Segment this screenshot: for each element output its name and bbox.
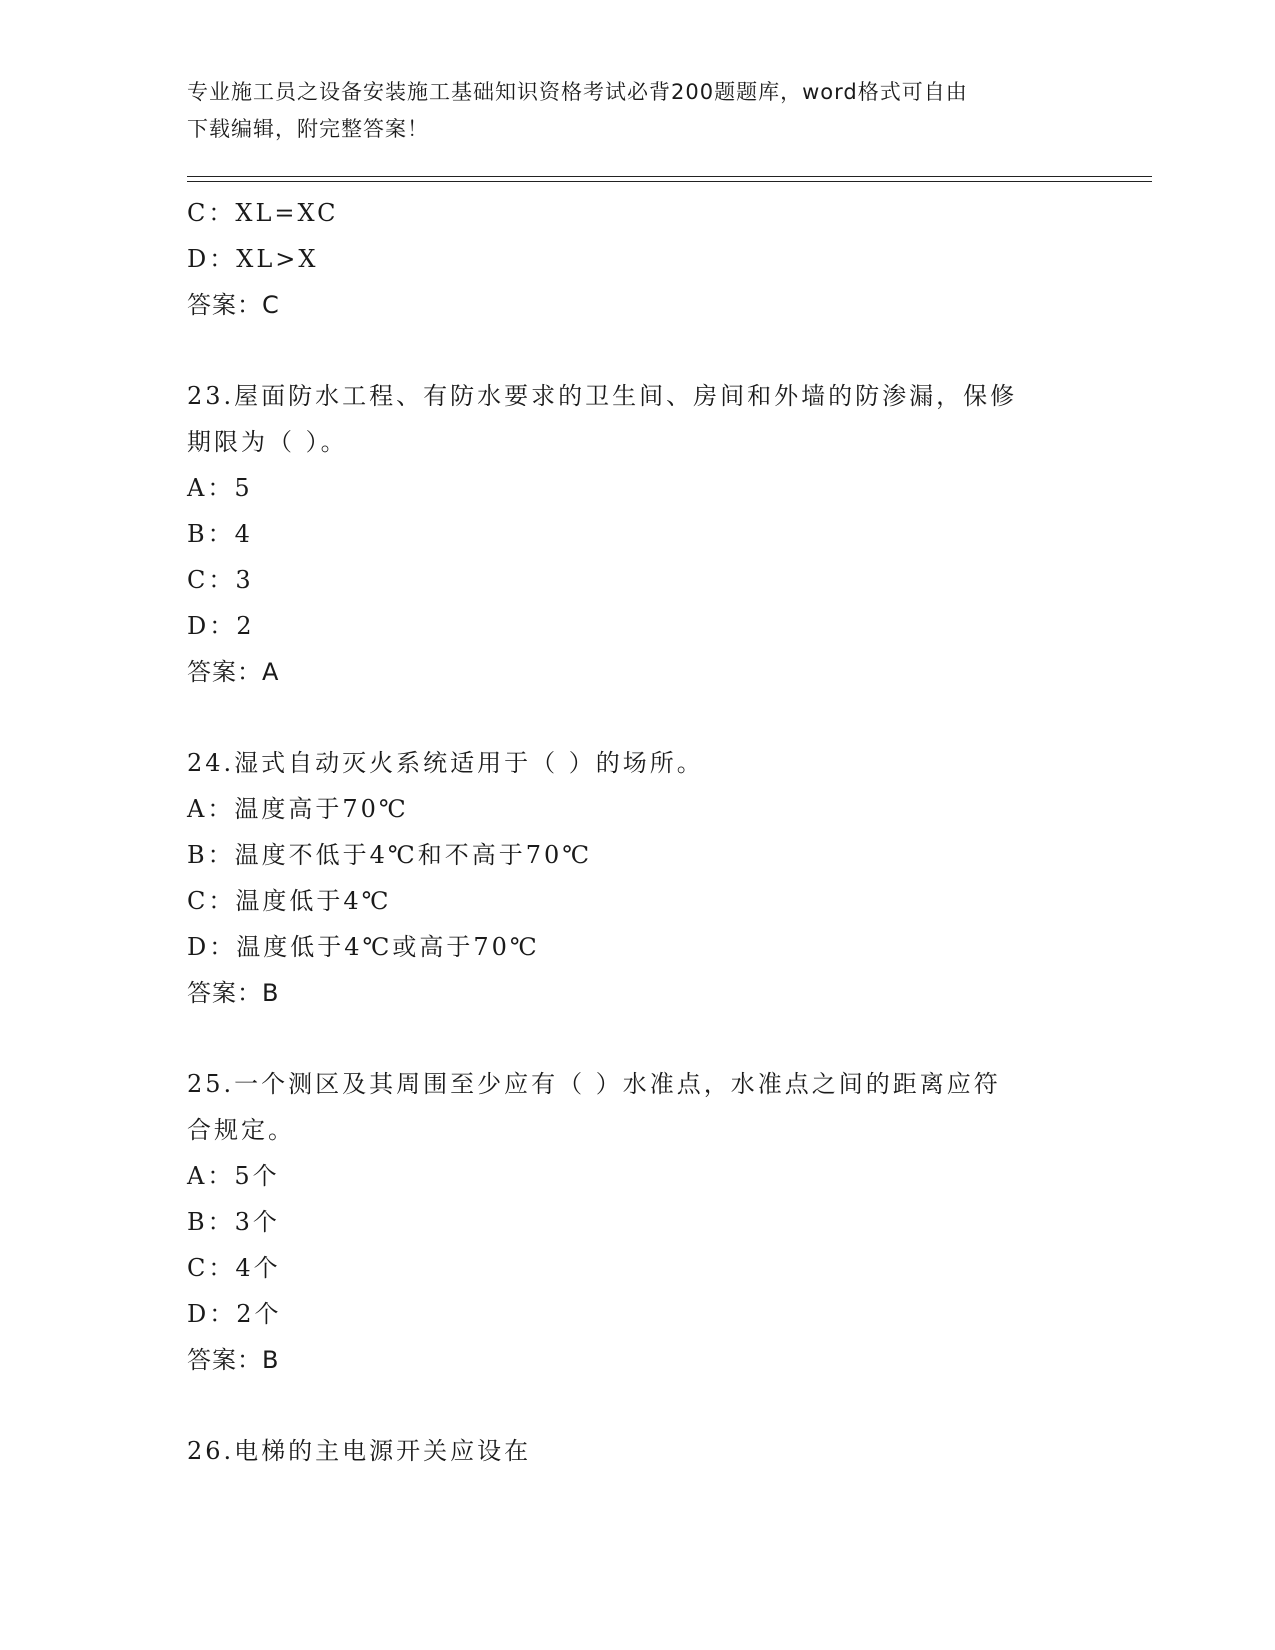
question-stem: 25.一个测区及其周围至少应有（ ）水准点，水准点之间的距离应符 [187,1070,1001,1098]
option-b: B：3个 [187,1208,280,1236]
question-stem: 26.电梯的主电源开关应设在 [187,1437,532,1465]
option-a: A：5个 [187,1162,280,1190]
option-b: B：温度不低于4℃和不高于70℃ [187,841,593,869]
question-stem: 24.湿式自动灭火系统适用于（ ）的场所。 [187,749,704,777]
spacer [187,1383,1087,1428]
option-b: B：4 [187,520,253,548]
header-divider-bottom [187,181,1152,182]
header-line-1: 专业施工员之设备安装施工基础知识资格考试必背200题题库，word格式可自由 [187,80,968,104]
question-26 [187,1428,1087,1474]
question-22-partial [187,190,1087,328]
spacer [187,695,1087,740]
option-c: C：温度低于4℃ [187,887,392,915]
question-stem: 23.屋面防水工程、有防水要求的卫生间、房间和外墙的防渗漏，保修 [187,382,1018,410]
answer-label: 答案：C [187,291,280,319]
option-d: D：2个 [187,1300,282,1328]
option-d: D：2 [187,612,255,640]
option-c: C：3 [187,566,254,594]
option-c: C：XL=XC [187,199,339,227]
question-24 [187,740,1087,1016]
option-d: D：XL>X [187,245,319,273]
spacer [187,1016,1087,1061]
option-d: D：温度低于4℃或高于70℃ [187,933,540,961]
document-header [187,74,1087,148]
header-divider-top [187,176,1152,177]
option-a: A：温度高于70℃ [187,795,409,823]
header-line-2: 下载编辑，附完整答案！ [187,117,429,141]
spacer [187,328,1087,373]
option-c: C：4个 [187,1254,281,1282]
question-list [187,190,1087,1474]
option-a: A：5 [187,474,253,502]
question-stem-cont: 期限为（ ）。 [187,428,348,456]
question-25 [187,1061,1087,1383]
answer-label: 答案：A [187,658,280,686]
answer-label: 答案：B [187,1346,280,1374]
question-23 [187,373,1087,695]
answer-label: 答案：B [187,979,280,1007]
question-stem-cont: 合规定。 [187,1116,295,1144]
